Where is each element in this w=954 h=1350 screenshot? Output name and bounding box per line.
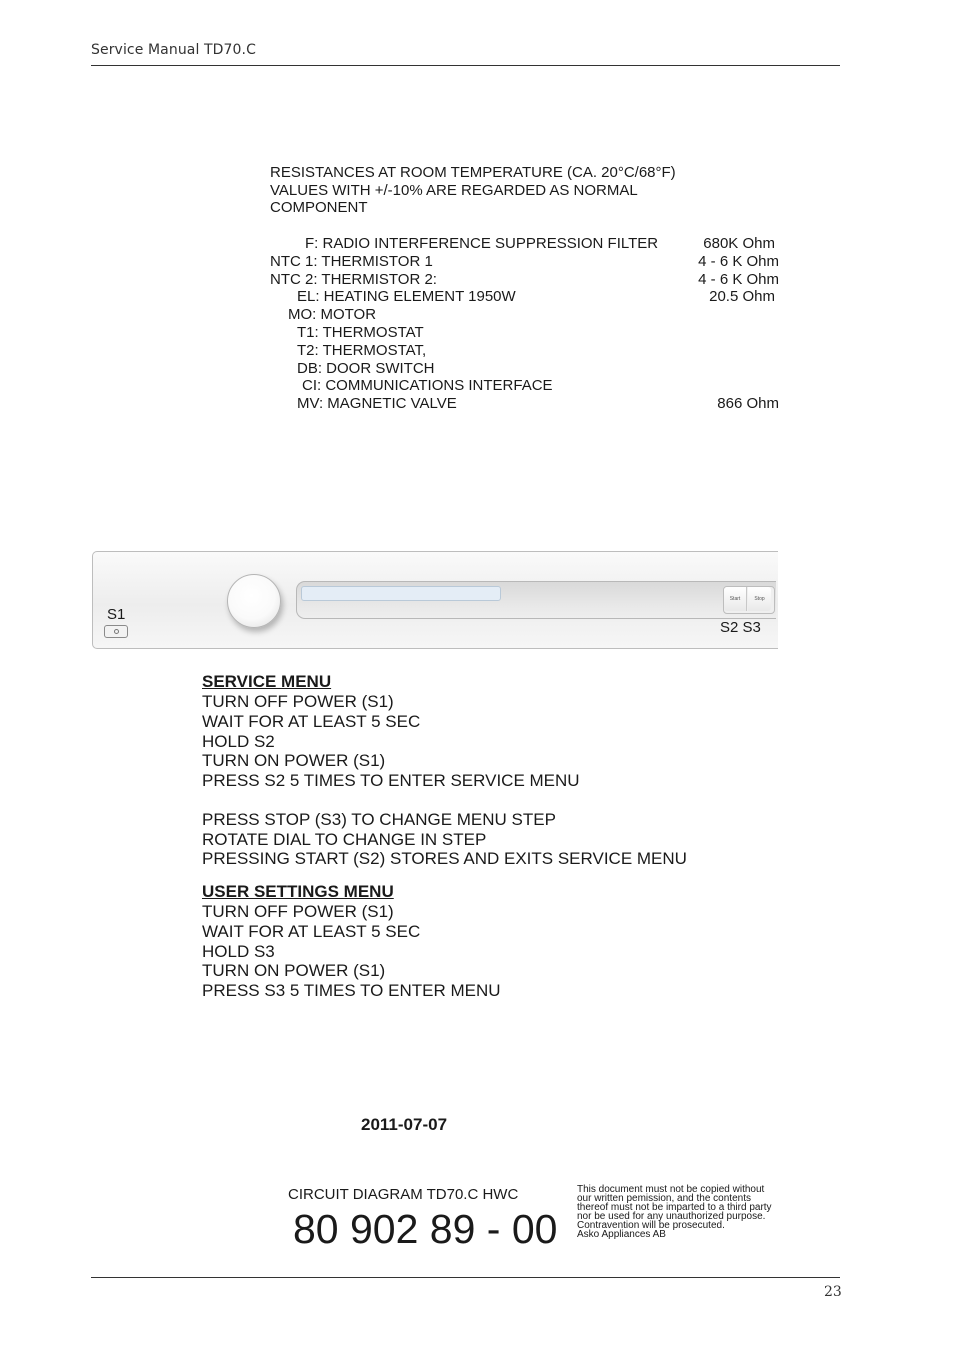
document-number: 80 902 89 - 00 [293, 1206, 558, 1252]
service-note: PRESS STOP (S3) TO CHANGE MENU STEP [202, 810, 556, 829]
component-value: 680K Ohm [703, 235, 775, 252]
document-date: 2011-07-07 [361, 1115, 448, 1134]
start-button: Start [724, 587, 747, 611]
footer-rule [91, 1277, 840, 1278]
diagram-title: CIRCUIT DIAGRAM TD70.C HWC [288, 1186, 519, 1203]
notice-line: This document must not be copied without [577, 1184, 765, 1195]
service-menu-heading: SERVICE MENU [202, 672, 332, 691]
service-step: PRESS S2 5 TIMES TO ENTER SERVICE MENU [202, 771, 580, 790]
service-step: HOLD S2 [202, 732, 275, 751]
s2-s3-label: S2 S3 [720, 619, 761, 636]
service-note: ROTATE DIAL TO CHANGE IN STEP [202, 830, 487, 849]
resistance-intro-3: COMPONENT [270, 199, 368, 216]
resistance-intro-2: VALUES WITH +/-10% ARE REGARDED AS NORMAL [270, 182, 638, 199]
stop-button: Stop [748, 587, 771, 611]
power-icon [114, 629, 119, 634]
component-name: T2: THERMOSTAT, [297, 342, 427, 359]
component-name: EL: HEATING ELEMENT 1950W [297, 288, 516, 305]
display-screen [301, 586, 501, 601]
user-step: PRESS S3 5 TIMES TO ENTER MENU [202, 981, 501, 1000]
component-name: DB: DOOR SWITCH [297, 360, 435, 377]
component-value: 4 - 6 K Ohm [698, 271, 779, 288]
user-step: TURN OFF POWER (S1) [202, 902, 394, 921]
component-value: 4 - 6 K Ohm [698, 253, 779, 270]
resistance-intro-1: RESISTANCES AT ROOM TEMPERATURE (CA. 20°C/68°F) [270, 164, 676, 181]
user-step: WAIT FOR AT LEAST 5 SEC [202, 922, 421, 941]
copyright-notice [577, 1185, 772, 1239]
service-note: PRESSING START (S2) STORES AND EXITS SERVICE MENU [202, 849, 687, 868]
s1-label: S1 [107, 606, 126, 623]
component-name: NTC 1: THERMISTOR 1 [270, 253, 433, 270]
user-step: HOLD S3 [202, 942, 275, 961]
user-menu-heading: USER SETTINGS MENU [202, 882, 394, 901]
service-step: TURN OFF POWER (S1) [202, 692, 394, 711]
notice-line: nor be used for any unauthorized purpose. [577, 1211, 766, 1222]
component-name: F: RADIO INTERFERENCE SUPPRESSION FILTER [305, 235, 659, 252]
service-step: WAIT FOR AT LEAST 5 SEC [202, 712, 421, 731]
component-name: MV: MAGNETIC VALVE [297, 395, 457, 412]
user-step: TURN ON POWER (S1) [202, 961, 386, 980]
notice-line: our written pemission, and the contents [577, 1193, 751, 1204]
service-step: TURN ON POWER (S1) [202, 751, 386, 770]
component-name: MO: MOTOR [288, 306, 377, 323]
dial-knob [227, 574, 281, 628]
notice-line: thereof must not be imparted to a third party [577, 1202, 772, 1213]
notice-line: Asko Appliances AB [577, 1229, 666, 1240]
notice-line: Contravention will be prosecuted. [577, 1220, 725, 1231]
component-value: 866 Ohm [717, 395, 779, 412]
header-rule [91, 65, 840, 66]
component-name: NTC 2: THERMISTOR 2: [270, 271, 437, 288]
component-value: 20.5 Ohm [709, 288, 775, 305]
component-name: CI: COMMUNICATIONS INTERFACE [302, 377, 553, 394]
power-button [104, 625, 128, 638]
manual-title: Service Manual TD70.C [91, 42, 256, 58]
component-name: T1: THERMOSTAT [297, 324, 424, 341]
page-number: 23 [824, 1284, 842, 1300]
